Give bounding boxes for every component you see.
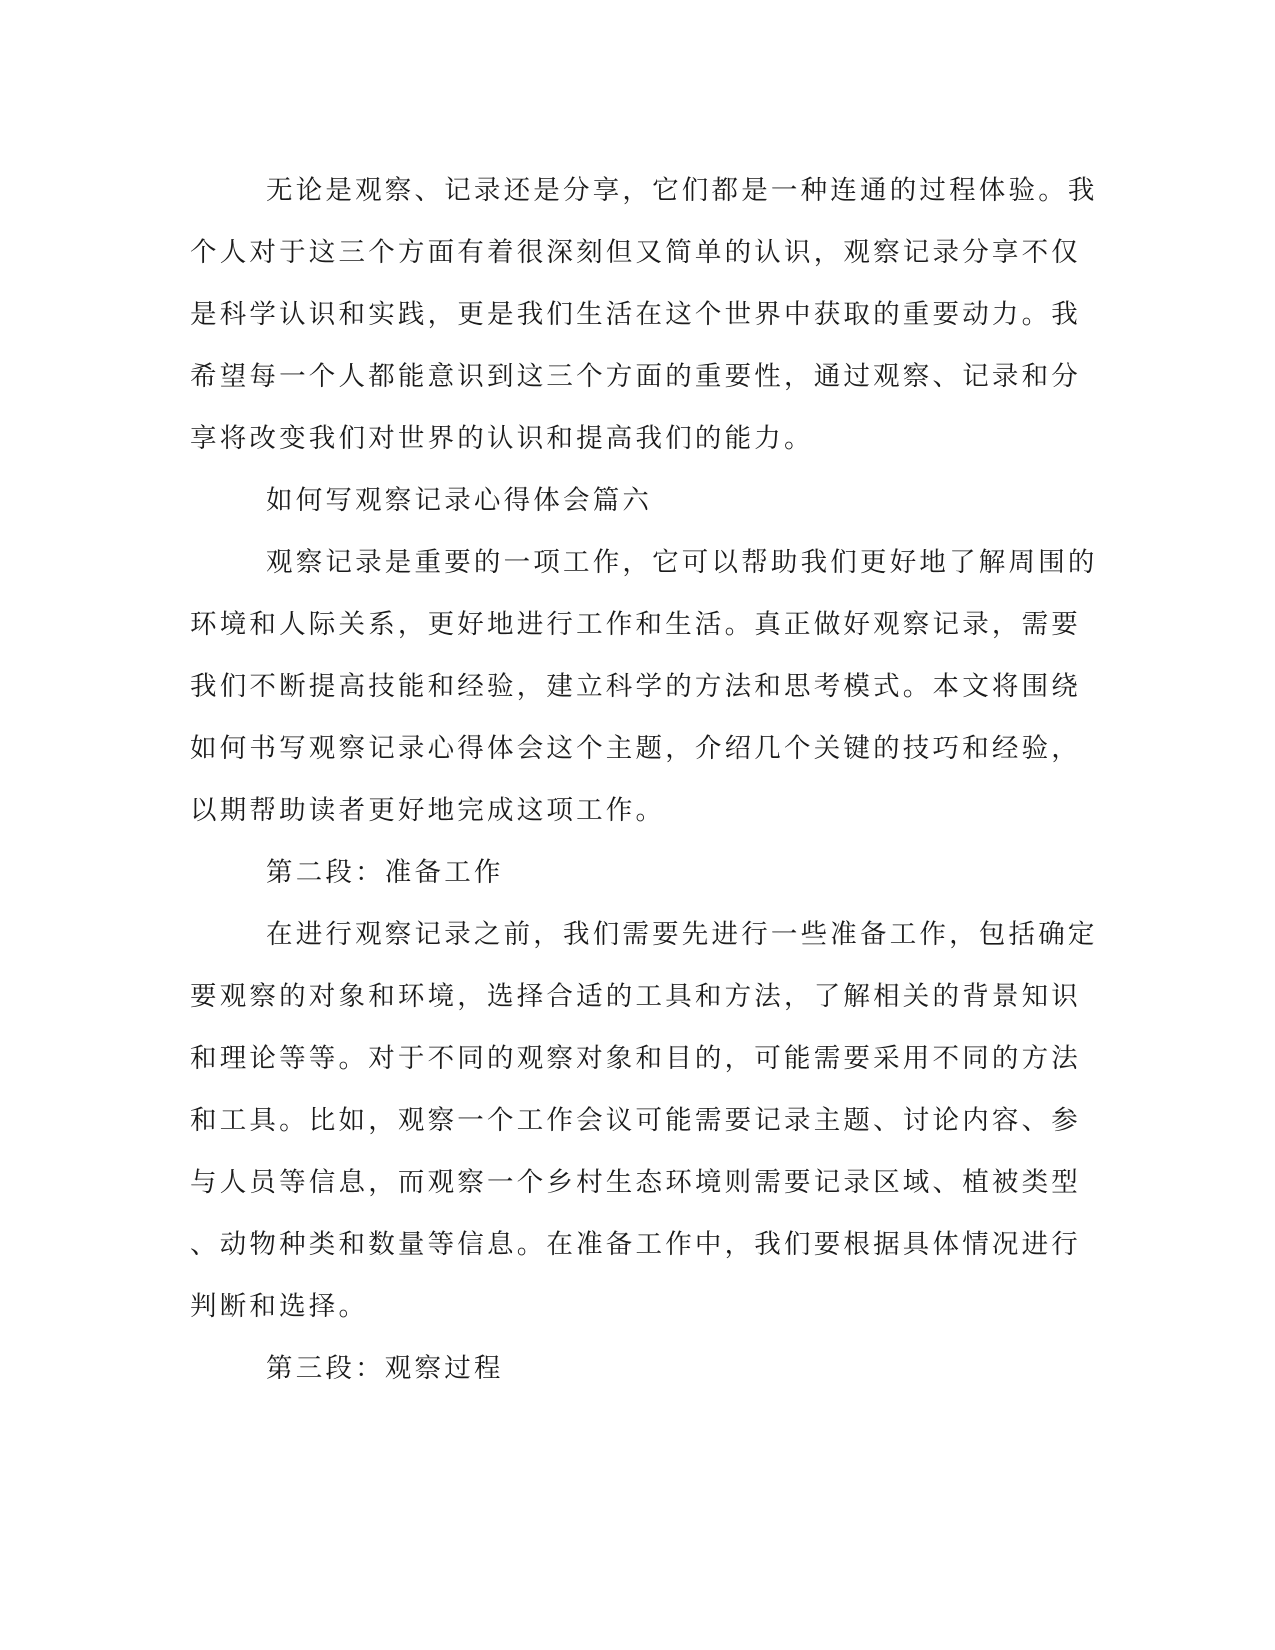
paragraph-line: 是科学认识和实践，更是我们生活在这个世界中获取的重要动力。我 bbox=[190, 299, 1081, 330]
paragraph-line: 观察记录是重要的一项工作，它可以帮助我们更好地了解周围的 bbox=[266, 547, 1098, 578]
paragraph-introduction bbox=[190, 532, 1098, 842]
paragraph-line: 无论是观察、记录还是分享，它们都是一种连通的过程体验。我 bbox=[266, 175, 1098, 206]
paragraph-line: 要观察的对象和环境，选择合适的工具和方法，了解相关的背景知识 bbox=[190, 981, 1081, 1012]
paragraph-line: 享将改变我们对世界的认识和提高我们的能力。 bbox=[190, 423, 814, 454]
paragraph-line: 与人员等信息，而观察一个乡村生态环境则需要记录区域、植被类型 bbox=[190, 1167, 1081, 1198]
paragraph-line: 希望每一个人都能意识到这三个方面的重要性，通过观察、记录和分 bbox=[190, 361, 1081, 392]
document-body bbox=[190, 160, 1098, 1400]
paragraph-line: 如何书写观察记录心得体会这个主题，介绍几个关键的技巧和经验， bbox=[190, 733, 1081, 764]
paragraph-line: 在进行观察记录之前，我们需要先进行一些准备工作，包括确定 bbox=[266, 919, 1098, 950]
section-heading-observation-process: 第三段：观察过程 bbox=[266, 1353, 504, 1384]
paragraph-line: 个人对于这三个方面有着很深刻但又简单的认识，观察记录分享不仅 bbox=[190, 237, 1081, 268]
paragraph-line: 以期帮助读者更好地完成这项工作。 bbox=[190, 795, 666, 826]
paragraph-preparation bbox=[190, 904, 1098, 1338]
section-heading-preparation: 第二段：准备工作 bbox=[266, 857, 504, 888]
paragraph-line: 我们不断提高技能和经验，建立科学的方法和思考模式。本文将围绕 bbox=[190, 671, 1081, 702]
section-heading-part-six: 如何写观察记录心得体会篇六 bbox=[266, 485, 653, 516]
paragraph-line: 和工具。比如，观察一个工作会议可能需要记录主题、讨论内容、参 bbox=[190, 1105, 1081, 1136]
paragraph-line: 判断和选择。 bbox=[190, 1291, 369, 1322]
paragraph-line: 、动物种类和数量等信息。在准备工作中，我们要根据具体情况进行 bbox=[190, 1229, 1081, 1260]
paragraph-sharing-conclusion bbox=[190, 160, 1098, 470]
paragraph-line: 环境和人际关系，更好地进行工作和生活。真正做好观察记录，需要 bbox=[190, 609, 1081, 640]
paragraph-line: 和理论等等。对于不同的观察对象和目的，可能需要采用不同的方法 bbox=[190, 1043, 1081, 1074]
